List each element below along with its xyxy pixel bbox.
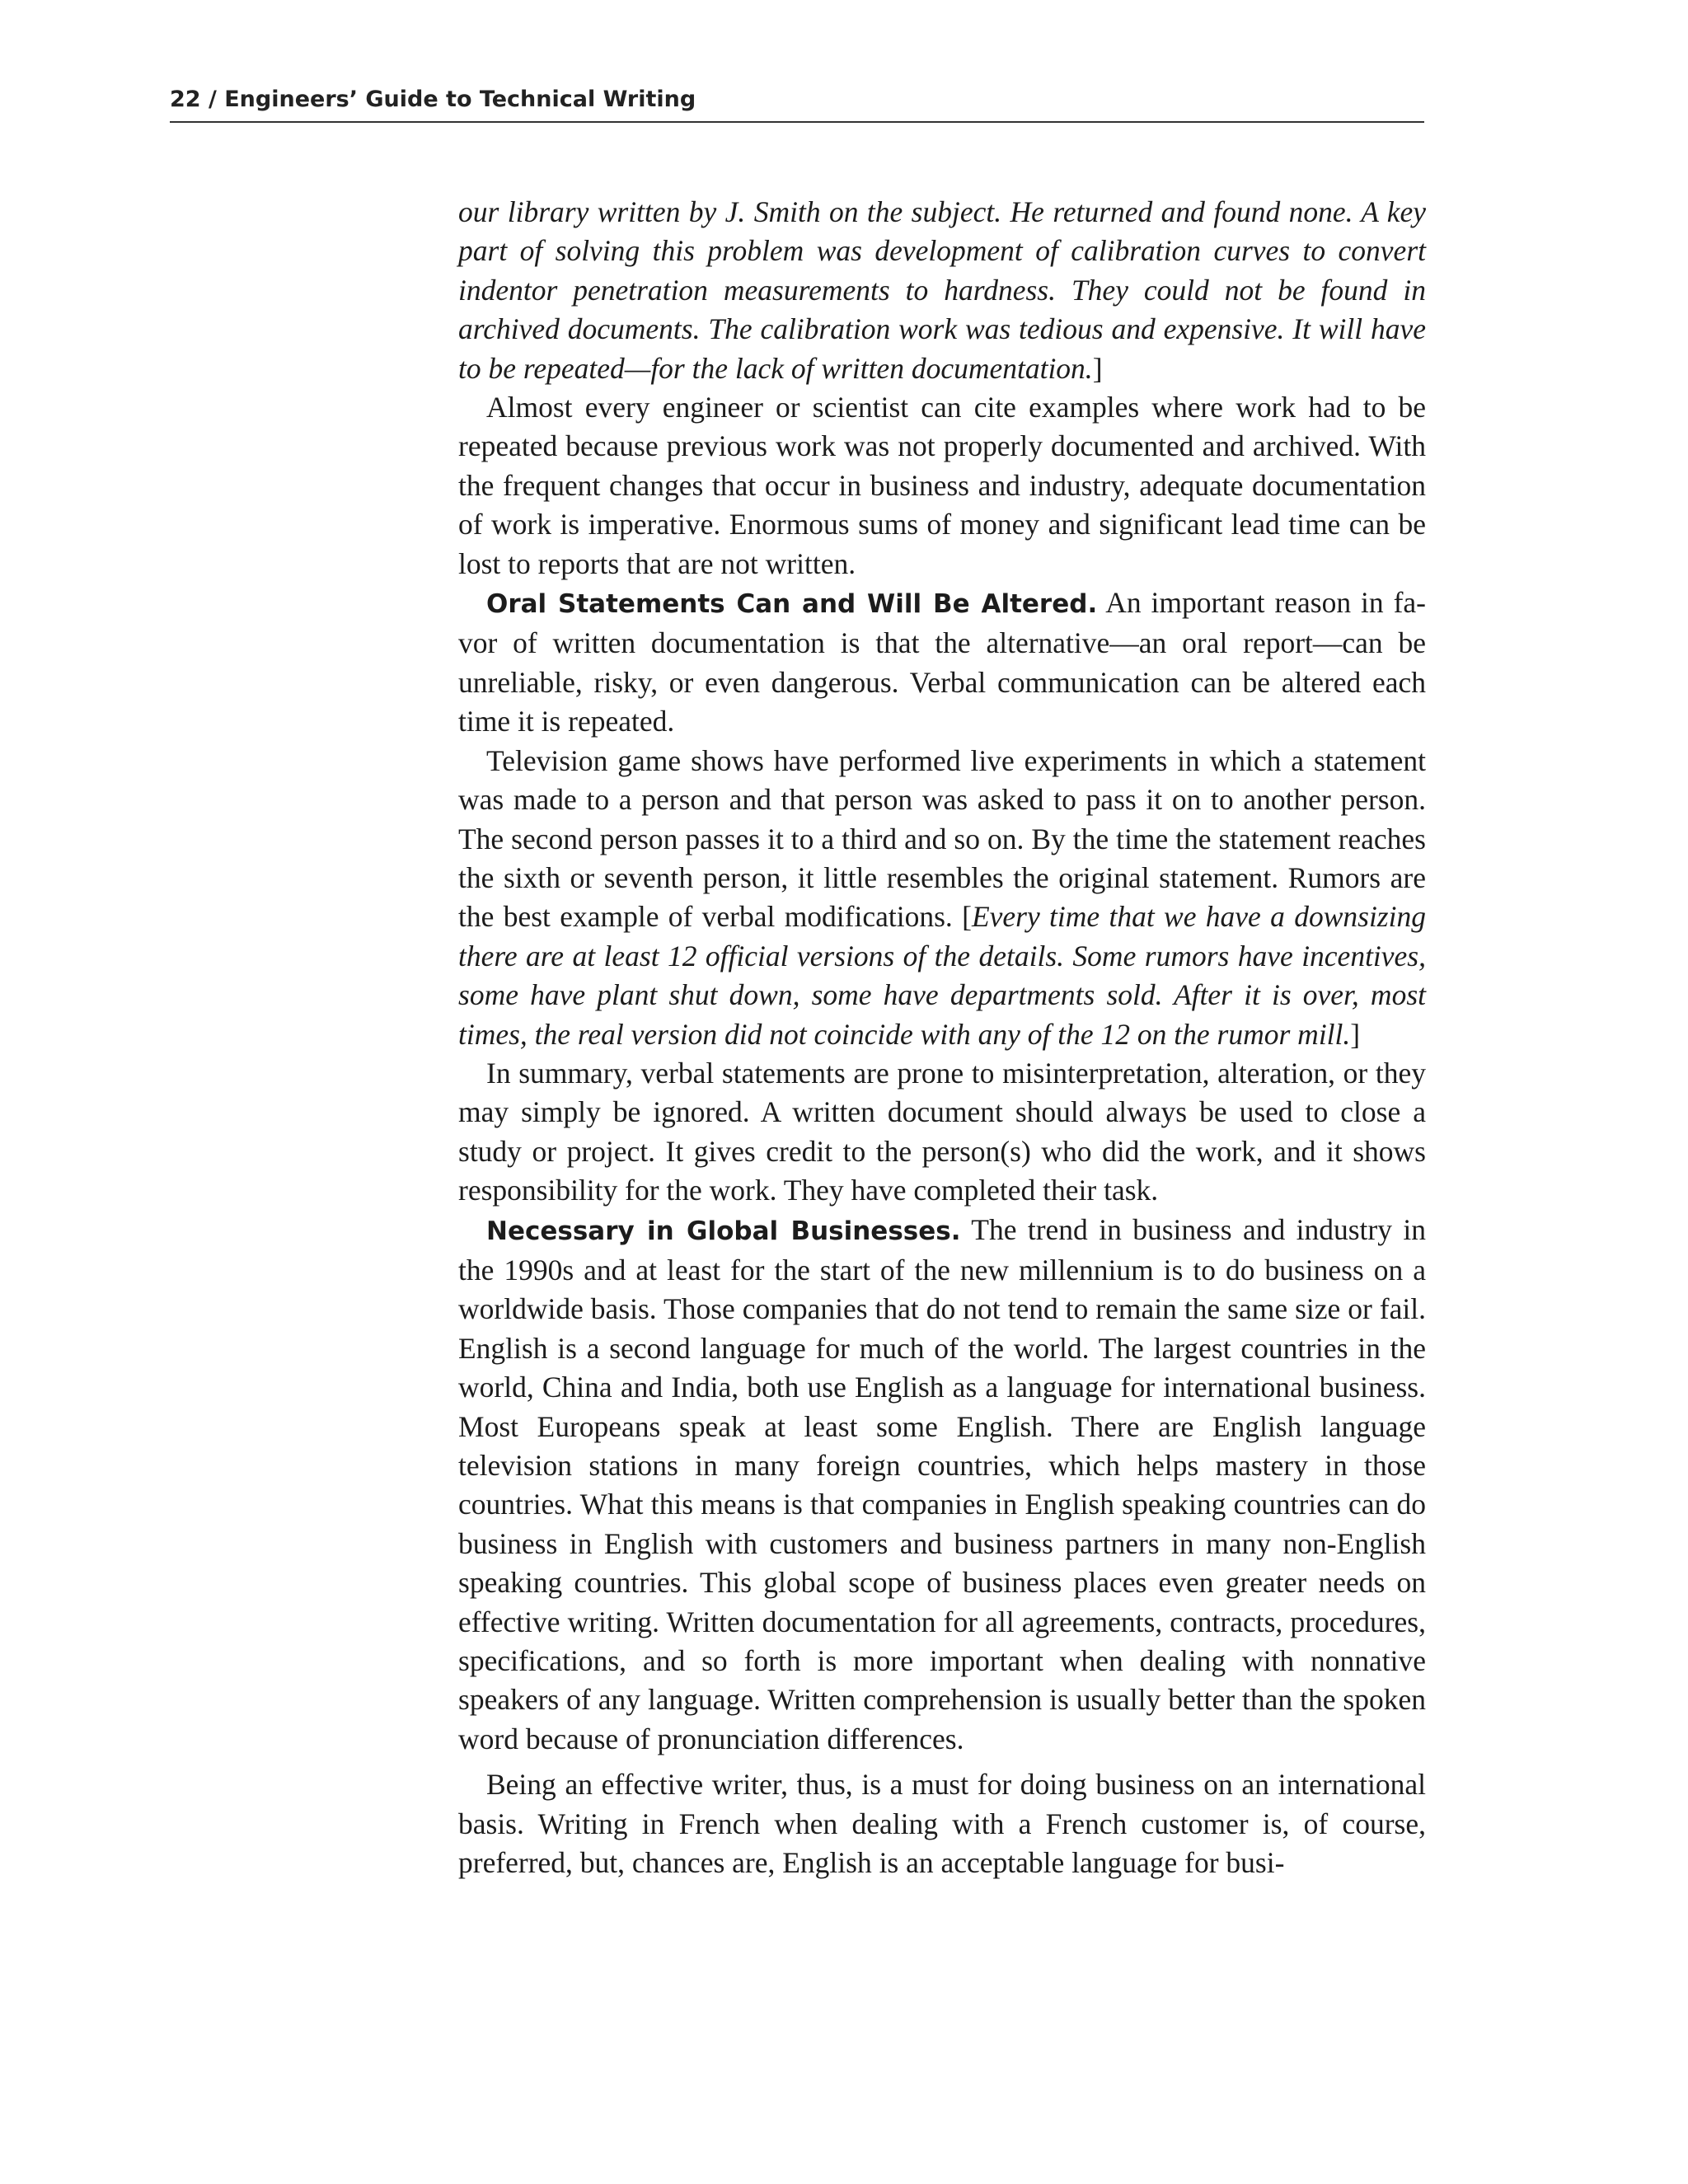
bracket-close: ]	[1350, 1017, 1361, 1051]
paragraph-oral-statements	[458, 583, 1426, 742]
paragraph-continued	[458, 193, 1426, 388]
header-rule	[170, 121, 1424, 123]
paragraph-text: Television game shows have performed live experiments in which a statement was made to a person and that person was asked to pass it on to another person. The second person passes it to a third and so on. By the time the statement reaches the sixth or seventh person, it little resembles the original statement. Rumors are the best example of verbal modifications. [	[458, 743, 1426, 934]
paragraph-television	[458, 742, 1426, 1054]
running-head: 22 / Engineers’ Guide to Technical Writing	[170, 87, 696, 112]
bracket-close: ]	[1092, 351, 1103, 385]
body-text	[458, 193, 1426, 1882]
paragraph: Being an effective writer, thus, is a must for doing business on an international basis. Writing in French when dealing with a French customer is, of course, preferred, but, chances are, English is an acceptable language for busi-	[458, 1768, 1426, 1880]
italic-quote: Every time that we have a downsizing there are at least 12 official versions of the details. Some rumors have incentives, some have plant shut down, some have departments sold. After it is over, most times, the real version did not coincide with any of the 12 on the rumor mill.	[458, 900, 1426, 1051]
italic-quote: our library written by J. Smith on the subject. He returned and found none. A key part of solving this problem was development of calibration curves to convert indentor penetration measurements to hardness. They could not be found in archived documents. The calibration work was tedious and expensive. It will have to be repeated—for the lack of written documentation.	[458, 195, 1426, 385]
paragraph: Almost every engineer or scientist can cite examples where work had to be repeated because previous work was not properly documented and archived. With the frequent changes that occur in business and industry, adequate documentation of work is imperative. Enormous sums of money and significant lead time can be lost to reports that are not written.	[458, 391, 1426, 580]
section-heading: Necessary in Global Businesses.	[486, 1216, 961, 1246]
paragraph: In summary, verbal statements are prone to misinterpretation, alteration, or they may simply be ignored. A written document should always be used to close a study or project. It gives credit to the person(s) who did the work, and it shows responsibility for the work. They have completed their task.	[458, 1056, 1426, 1207]
paragraph-text: An important reason in favor of written documentation is that the alternative—an oral report—can be unreliable, risky, or even dangerous. Verbal communication can be altered each time it is repeated.	[458, 586, 1426, 738]
section-heading: Oral Statements Can and Will Be Altered.	[486, 589, 1098, 620]
paragraph-global-business	[458, 1211, 1426, 1760]
paragraph-text: The trend in business and industry in the 1990s and at least for the start of the new millennium is to do business on a worldwide basis. Those companies that do not tend to remain the same size or fail. English is a second language for much of the world. The largest countries in the world, China and India, both use English as a language for international business. Most Europeans speak at least some English. There are English language television stations in many foreign countries, which helps mastery in those countries. What this means is that companies in English speaking countries can do business in English with customers and business partners in many non-English speaking countries. This global scope of business places even greater needs on effective writing. Written documentation for all agreements, contracts, procedures, specifications, and so forth is more important when dealing with nonnative speakers of any language. Written comprehension is usually better than the spoken word because of pronunciation differences.	[458, 1212, 1427, 1755]
